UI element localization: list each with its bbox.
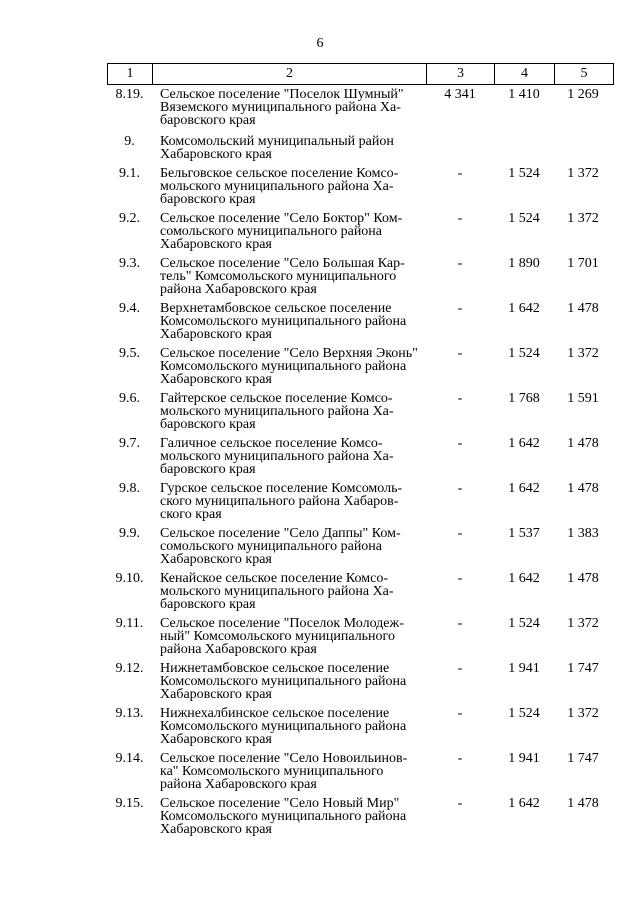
row-name-line: Хабаровского края xyxy=(160,822,272,837)
row-name-line: района Хабаровского края xyxy=(160,642,317,657)
row-name-line: Хабаровского края xyxy=(160,687,272,702)
row-value-col4: 1 941 xyxy=(508,751,540,766)
table-row xyxy=(107,617,612,656)
row-name xyxy=(152,527,426,566)
page-number: 6 xyxy=(316,36,324,51)
row-number: 9.1. xyxy=(119,166,140,181)
row-name-line: района Хабаровского края xyxy=(160,282,317,297)
table-row xyxy=(107,527,612,566)
row-value-col4 xyxy=(494,135,554,161)
row-number: 9.6. xyxy=(119,391,140,406)
row-value-col3: - xyxy=(457,706,463,721)
row-name-line: мольского муниципального района Ха- xyxy=(160,584,394,599)
row-name-line: мольского муниципального района Ха- xyxy=(160,449,394,464)
table-row xyxy=(107,482,612,521)
row-value-col5: 1 372 xyxy=(567,706,599,721)
row-name-line: Сельское поселение "Поселок Шумный" xyxy=(160,87,404,102)
row-name-line: баровского края xyxy=(160,113,256,128)
row-name-line: баровского края xyxy=(160,462,256,477)
row-name-line: сомольского муниципального района xyxy=(160,224,383,239)
row-name-line: Хабаровского края xyxy=(160,147,272,162)
row-name-line: мольского муниципального района Ха- xyxy=(160,179,394,194)
row-name-line: ского края xyxy=(160,507,222,522)
row-value-col3: - xyxy=(457,436,463,451)
row-value-col4: 1 642 xyxy=(508,796,540,811)
table-row xyxy=(107,302,612,341)
row-name xyxy=(152,617,426,656)
row-value-col4: 1 524 xyxy=(508,211,540,226)
row-value-col5: 1 478 xyxy=(567,301,599,316)
row-value-col5: 1 372 xyxy=(567,346,599,361)
column-header-3: 3 xyxy=(427,64,495,84)
row-number: 9.3. xyxy=(119,256,140,271)
row-value-col3: - xyxy=(457,796,463,811)
row-name xyxy=(152,752,426,791)
row-name xyxy=(152,707,426,746)
row-name-line: баровского края xyxy=(160,192,256,207)
row-number: 8.19. xyxy=(115,87,144,102)
row-name-line: Комсомольского муниципального района xyxy=(160,809,407,824)
row-name-line: Хабаровского края xyxy=(160,552,272,567)
row-value-col3: - xyxy=(457,166,463,181)
row-value-col4: 1 642 xyxy=(508,481,540,496)
row-value-col3: - xyxy=(457,661,463,676)
row-name-line: мольского муниципального района Ха- xyxy=(160,404,394,419)
row-value-col5: 1 372 xyxy=(567,211,599,226)
row-value-col5: 1 372 xyxy=(567,166,599,181)
row-number: 9.11. xyxy=(115,616,144,631)
row-value-col4: 1 537 xyxy=(508,526,540,541)
row-number: 9.15. xyxy=(115,796,144,811)
row-name xyxy=(152,212,426,251)
row-name-line: Сельское поселение "Село Большая Кар- xyxy=(160,256,405,271)
row-number: 9.4. xyxy=(119,301,140,316)
row-value-col4: 1 524 xyxy=(508,166,540,181)
row-name-line: района Хабаровского края xyxy=(160,777,317,792)
table-row xyxy=(107,257,612,296)
column-header-5: 5 xyxy=(580,66,588,81)
row-name-line: сомольского муниципального района xyxy=(160,539,383,554)
row-value-col4: 1 890 xyxy=(508,256,540,271)
row-name xyxy=(152,482,426,521)
row-number: 9.7. xyxy=(119,436,140,451)
table-row xyxy=(107,135,612,161)
column-header-2: 2 xyxy=(153,64,427,84)
row-name-line: баровского края xyxy=(160,417,256,432)
row-value-col5: 1 701 xyxy=(567,256,599,271)
row-name-line: Хабаровского края xyxy=(160,237,272,252)
row-value-col4: 1 642 xyxy=(508,436,540,451)
column-header-1: 1 xyxy=(108,64,153,84)
table-row xyxy=(107,392,612,431)
table-row xyxy=(107,707,612,746)
row-value-col5: 1 478 xyxy=(567,481,599,496)
row-name-line: Вяземского муниципального района Ха- xyxy=(160,100,401,115)
table-row xyxy=(107,572,612,611)
row-name-line: Хабаровского края xyxy=(160,732,272,747)
row-value-col5: 1 383 xyxy=(567,526,599,541)
row-name-line: Сельское поселение "Село Новый Мир" xyxy=(160,796,400,811)
row-value-col3: - xyxy=(457,571,463,586)
row-name-line: ный" Комсомольского муниципального xyxy=(160,629,395,644)
row-value-col3: - xyxy=(457,301,463,316)
row-value-col5: 1 372 xyxy=(567,616,599,631)
row-name xyxy=(152,572,426,611)
row-name xyxy=(152,257,426,296)
table-row xyxy=(107,347,612,386)
row-value-col3: 4 341 xyxy=(444,87,476,102)
row-value-col5: 1 478 xyxy=(567,796,599,811)
row-value-col3: - xyxy=(457,481,463,496)
row-number: 9.10. xyxy=(115,571,144,586)
row-name xyxy=(152,135,426,161)
row-value-col3: - xyxy=(457,616,463,631)
column-header-row xyxy=(107,63,614,85)
row-name-line: Нижнехалбинское сельское поселение xyxy=(160,706,390,721)
row-value-col3: - xyxy=(457,211,463,226)
row-name-line: Гурское сельское поселение Комсомоль- xyxy=(160,481,403,496)
row-value-col3: - xyxy=(457,256,463,271)
row-value-col5 xyxy=(554,135,612,161)
row-name xyxy=(152,392,426,431)
row-name-line: Бельговское сельское поселение Комсо- xyxy=(160,166,399,181)
row-value-col3: - xyxy=(457,346,463,361)
row-name-line: Сельское поселение "Село Даппы" Ком- xyxy=(160,526,401,541)
row-value-col4: 1 524 xyxy=(508,616,540,631)
row-name xyxy=(152,347,426,386)
row-number: 9. xyxy=(124,134,135,149)
row-name-line: Комсомольского муниципального района xyxy=(160,674,407,689)
row-number: 9.12. xyxy=(115,661,144,676)
table-row xyxy=(107,212,612,251)
row-value-col5: 1 269 xyxy=(567,87,599,102)
row-name-line: Хабаровского края xyxy=(160,327,272,342)
row-name-line: тель" Комсомольского муниципального xyxy=(160,269,397,284)
row-name-line: Нижнетамбовское сельское поселение xyxy=(160,661,390,676)
row-number: 9.8. xyxy=(119,481,140,496)
row-name-line: Комсомольский муниципальный район xyxy=(160,134,394,149)
row-name xyxy=(152,167,426,206)
row-name-line: ского муниципального района Хабаров- xyxy=(160,494,399,509)
table-row xyxy=(107,797,612,836)
table-row xyxy=(107,662,612,701)
row-value-col5: 1 591 xyxy=(567,391,599,406)
row-name xyxy=(152,88,426,127)
row-name-line: Гайтерское сельское поселение Комсо- xyxy=(160,391,393,406)
row-name xyxy=(152,797,426,836)
row-name-line: Сельское поселение "Село Новоильинов- xyxy=(160,751,408,766)
row-value-col5: 1 478 xyxy=(567,571,599,586)
row-value-col3: - xyxy=(457,751,463,766)
table-row xyxy=(107,167,612,206)
row-name-line: баровского края xyxy=(160,597,256,612)
row-value-col4: 1 941 xyxy=(508,661,540,676)
row-value-col3: - xyxy=(457,526,463,541)
row-number: 9.9. xyxy=(119,526,140,541)
row-number: 9.13. xyxy=(115,706,144,721)
row-value-col5: 1 478 xyxy=(567,436,599,451)
row-value-col4: 1 642 xyxy=(508,301,540,316)
row-value-col4: 1 642 xyxy=(508,571,540,586)
table-row xyxy=(107,437,612,476)
row-name-line: Сельское поселение "Село Верхняя Эконь" xyxy=(160,346,418,361)
row-value-col4: 1 768 xyxy=(508,391,540,406)
row-number: 9.5. xyxy=(119,346,140,361)
row-name-line: Комсомольского муниципального района xyxy=(160,719,407,734)
row-name-line: Верхнетамбовское сельское поселение xyxy=(160,301,392,316)
row-value-col4: 1 524 xyxy=(508,346,540,361)
row-name xyxy=(152,662,426,701)
row-value-col4: 1 524 xyxy=(508,706,540,721)
row-value-col3 xyxy=(426,135,494,161)
row-name-line: Комсомольского муниципального района xyxy=(160,314,407,329)
row-name-line: Кенайское сельское поселение Комсо- xyxy=(160,571,389,586)
row-value-col4: 1 410 xyxy=(508,87,540,102)
row-value-col5: 1 747 xyxy=(567,751,599,766)
row-name-line: Сельское поселение "Село Боктор" Ком- xyxy=(160,211,403,226)
row-value-col5: 1 747 xyxy=(567,661,599,676)
row-value-col3: - xyxy=(457,391,463,406)
row-name xyxy=(152,437,426,476)
row-number: 9.14. xyxy=(115,751,144,766)
table-row xyxy=(107,752,612,791)
row-name-line: Сельское поселение "Поселок Молодеж- xyxy=(160,616,404,631)
row-name xyxy=(152,302,426,341)
table-row xyxy=(107,88,612,127)
row-number: 9.2. xyxy=(119,211,140,226)
row-name-line: ка" Комсомольского муниципального xyxy=(160,764,384,779)
row-name-line: Хабаровского края xyxy=(160,372,272,387)
column-header-4: 4 xyxy=(495,64,555,84)
row-name-line: Комсомольского муниципального района xyxy=(160,359,407,374)
row-name-line: Галичное сельское поселение Комсо- xyxy=(160,436,383,451)
